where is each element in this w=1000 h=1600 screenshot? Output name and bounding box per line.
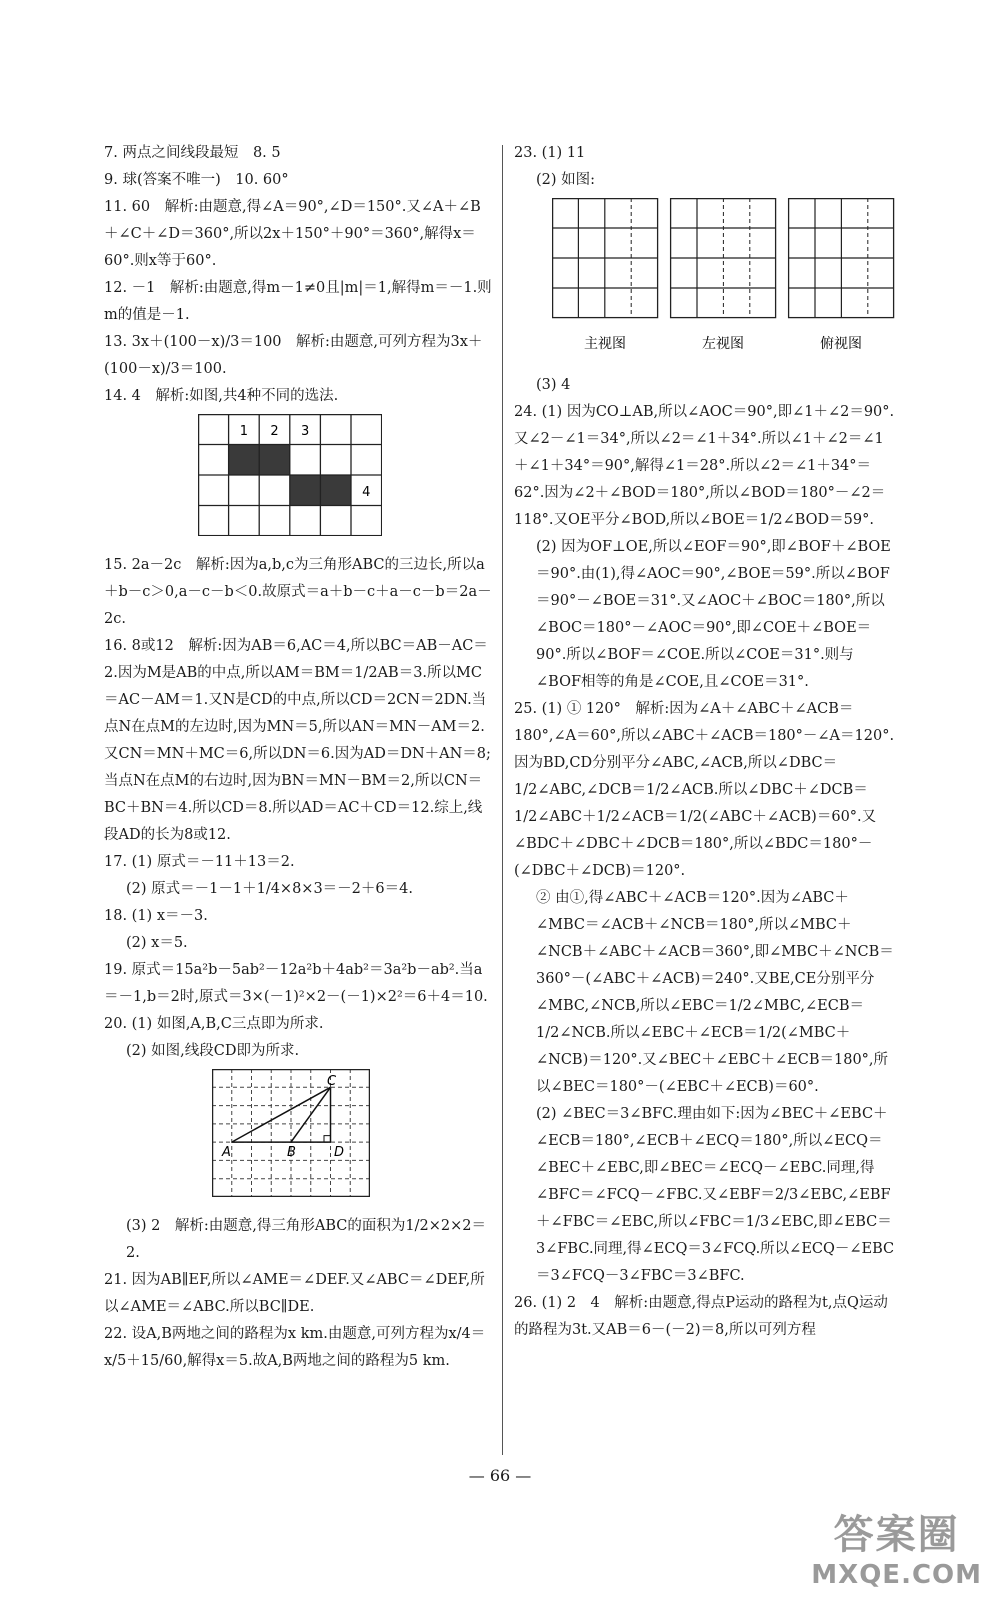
view-left bbox=[670, 198, 776, 318]
point-label-c: C bbox=[327, 1074, 337, 1089]
answer-23-1: 23. (1) 11 bbox=[514, 145, 586, 161]
answer-17-1: 17. (1) 原式＝－11＋13＝2. bbox=[104, 854, 295, 870]
view-front bbox=[552, 198, 658, 318]
answer-13: 13. 3x＋(100－x)/3＝100 解析:由题意,可列方程为3x＋(100－x)/3＝100. bbox=[104, 334, 483, 377]
answer-26: 26. (1) 2 4 解析:由题意,得点P运动的路程为t,点Q运动的路程为3t.又AB＝6－(－2)＝8,所以可列方程 bbox=[514, 1295, 888, 1338]
answer-19: 19. 原式＝15a²b－5ab²－12a²b＋4ab²＝3a²b－ab².当a＝－1,b＝2时,原式＝3×(－1)²×2－(－1)×2²＝6＋4＝10. bbox=[104, 962, 488, 1005]
answer-24-1: 24. (1) 因为CO⊥AB,所以∠AOC＝90°,即∠1＋∠2＝90°.又∠2－∠1＝34°,所以∠2＝∠1＋34°.所以∠1＋∠2＝∠1＋∠1＋34°＝90°,解得∠1＝28°.所以∠2＝∠1＋34°＝62°.因为∠2＋∠BOD＝180°,所以∠BOD＝180°－∠2＝118°.又OE平分∠BOD,所以∠BOE＝1/2∠BOD＝59°. bbox=[514, 404, 895, 528]
grid-label-4: 4 bbox=[362, 485, 371, 500]
figure-23-svg bbox=[552, 198, 896, 358]
grid-label-1: 1 bbox=[239, 424, 249, 439]
answer-20-3: (3) 2 解析:由题意,得三角形ABC的面积为1/2×2×2＝2. bbox=[126, 1218, 486, 1261]
answer-21: 21. 因为AB∥EF,所以∠AME＝∠DEF.又∠ABC＝∠DEF,所以∠AME＝∠ABC.所以BC∥DE. bbox=[104, 1272, 485, 1315]
triangle-abc bbox=[232, 1087, 331, 1142]
watermark-logo-text: 答案圈 bbox=[833, 1512, 960, 1558]
answer-12: 12. －1 解析:由题意,得m－1≠0且|m|＝1,解得m＝－1.则m的值是－1. bbox=[104, 280, 492, 323]
figure-20-grid bbox=[212, 1069, 492, 1207]
caption-front-view: 主视图 bbox=[584, 336, 626, 352]
answer-25-1: 25. (1) ① 120° 解析:因为∠A＋∠ABC＋∠ACB＝180°,∠A＝60°,所以∠ABC＋∠ACB＝180°－∠A＝120°.因为BD,CD分别平分∠ABC,∠ACB,所以∠DBC＝1/2∠ABC,∠DCB＝1/2∠ACB.所以∠DBC＋∠DCB＝1/2∠ABC＋1/2∠ACB＝1/2(∠ABC＋∠ACB)＝60°.又∠BDC＋∠DBC＋∠DCB＝180°,所以∠BDC＝180°－(∠DBC＋∠DCB)＝120°. bbox=[514, 701, 895, 879]
dashed-grid bbox=[212, 1069, 370, 1197]
answer-22: 22. 设A,B两地之间的路程为x km.由题意,可列方程为x/4＝x/5＋15/60,解得x＝5.故A,B两地之间的路程为5 km. bbox=[104, 1326, 486, 1369]
point-label-b: B bbox=[287, 1145, 296, 1160]
grid-lines bbox=[198, 414, 382, 536]
grid-label-3: 3 bbox=[300, 424, 310, 439]
answer-14: 14. 4 解析:如图,共4种不同的选法. bbox=[104, 388, 339, 404]
answer-25-1-2: ② 由①,得∠ABC＋∠ACB＝120°.因为∠ABC＋∠MBC＝∠ACB＋∠NCB＝180°,所以∠MBC＋∠NCB＋∠ABC＋∠ACB＝360°,即∠MBC＋∠NCB＝360°－(∠ABC＋∠ACB)＝240°.又BE,CE分别平分∠MBC,∠NCB,所以∠EBC＝1/2∠MBC,∠ECB＝1/2∠NCB.所以∠EBC＋∠ECB＝1/2(∠MBC＋∠NCB)＝120°.又∠BEC＋∠EBC＋∠ECB＝180°,所以∠BEC＝180°－(∠EBC＋∠ECB)＝60°. bbox=[536, 890, 894, 1095]
figure-20-svg bbox=[212, 1069, 370, 1197]
right-angle-mark bbox=[324, 1136, 331, 1143]
answer-23-2: (2) 如图: bbox=[536, 172, 596, 188]
answer-18-1: 18. (1) x＝－3. bbox=[104, 908, 208, 924]
answer-16: 16. 8或12 解析:因为AB＝6,AC＝4,所以BC＝AB－AC＝2.因为M是AB的中点,所以AM＝BM＝1/2AB＝3.所以MC＝AC－AM＝1.又N是CD的中点,所以CD＝2CN＝2DN.当点N在点M的左边时,因为MN＝5,所以AN＝MN－AM＝2.又CN＝MN＋MC＝6,所以DN＝6.因为AD＝DN＋AN＝8;当点N在点M的右边时,因为BN＝MN－BM＝2,所以CN＝BC＋BN＝4.所以CD＝8.所以AD＝AC＋CD＝12.综上,线段AD的长为8或12. bbox=[104, 638, 491, 843]
answer-17-2: (2) 原式＝－1－1＋1/4×8×3＝－2＋6＝4. bbox=[126, 881, 413, 897]
watermark-logo bbox=[811, 1503, 982, 1590]
answer-7-8: 7. 两点之间线段最短 8. 5 bbox=[104, 145, 281, 161]
watermark-url: MXQE.COM bbox=[811, 1560, 982, 1590]
answer-24-2: (2) 因为OF⊥OE,所以∠EOF＝90°,即∠BOF＋∠BOE＝90°.由(1),得∠AOC＝90°,∠BOE＝59°.所以∠BOF＝90°－∠BOE＝31°.又∠AOC＋∠BOC＝180°,所以∠BOC＝180°－∠AOC＝90°,即∠COE＋∠BOE＝90°.所以∠BOF＝∠COE.所以∠COE＝31°.则与∠BOF相等的角是∠COE,且∠COE＝31°. bbox=[536, 539, 891, 690]
answer-23-3: (3) 4 bbox=[536, 377, 571, 393]
column-divider bbox=[502, 145, 503, 1455]
view-top bbox=[788, 198, 894, 318]
right-column bbox=[514, 140, 896, 1344]
page-number: — 66 — bbox=[468, 1466, 532, 1485]
point-label-d: D bbox=[334, 1145, 345, 1160]
grid-label-2: 2 bbox=[270, 424, 279, 439]
caption-top-view: 俯视图 bbox=[820, 336, 862, 352]
answer-15: 15. 2a－2c 解析:因为a,b,c为三角形ABC的三边长,所以a＋b－c＞0,a－c－b＜0.故原式＝a＋b－c＋a－c－b＝2a－2c. bbox=[104, 557, 492, 627]
answer-25-2: (2) ∠BEC＝3∠BFC.理由如下:因为∠BEC＋∠EBC＋∠ECB＝180°,∠ECB＋∠ECQ＝180°,所以∠ECQ＝∠BEC＋∠EBC,即∠BEC＝∠ECQ－∠EBC.同理,得∠BFC＝∠FCQ－∠FBC.又∠EBF＝2/3∠EBC,∠EBF＋∠FBC＝∠EBC,所以∠FBC＝1/3∠EBC,即∠EBC＝3∠FBC.同理,得∠ECQ＝3∠FCQ.所以∠ECQ－∠EBC＝3∠FCQ－3∠FBC＝3∠BFC. bbox=[536, 1106, 895, 1284]
figure-14-grid bbox=[198, 414, 492, 546]
figure-14-svg bbox=[198, 414, 382, 536]
figure-23-views bbox=[552, 198, 896, 368]
left-column bbox=[104, 140, 492, 1375]
answer-20-1: 20. (1) 如图,A,B,C三点即为所求. bbox=[104, 1016, 324, 1032]
caption-left-view: 左视图 bbox=[702, 336, 744, 352]
answer-11: 11. 60 解析:由题意,得∠A＝90°,∠D＝150°.又∠A＋∠B＋∠C＋∠D＝360°,所以2x＋150°＋90°＝360°,解得x＝60°.则x等于60°. bbox=[104, 199, 481, 269]
point-label-a: A bbox=[222, 1145, 231, 1160]
answer-9-10: 9. 球(答案不唯一) 10. 60° bbox=[104, 172, 289, 188]
answer-20-2: (2) 如图,线段CD即为所求. bbox=[126, 1043, 300, 1059]
answer-18-2: (2) x＝5. bbox=[126, 935, 188, 951]
